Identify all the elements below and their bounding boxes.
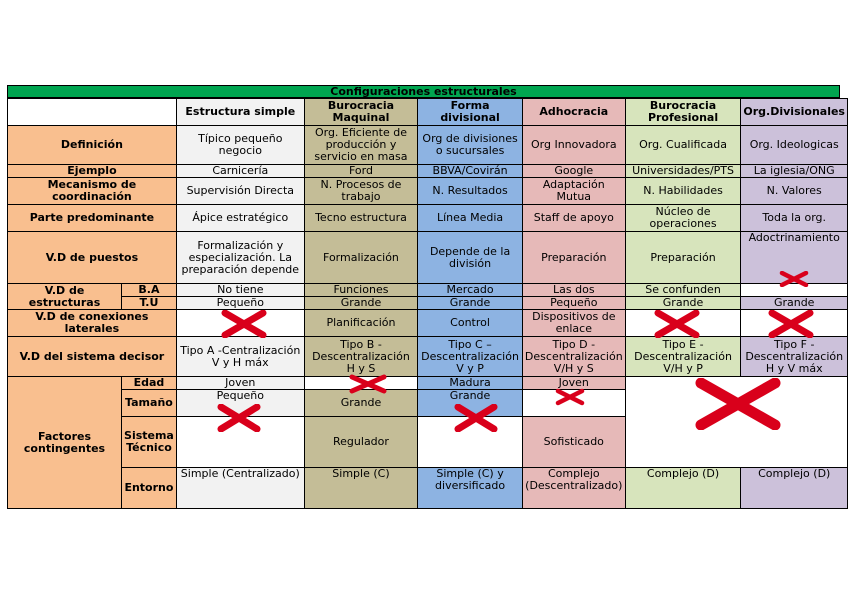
cell: Org. Cualificada <box>625 126 741 165</box>
cell: Adaptación Mutua <box>522 178 625 205</box>
cell: Tipo E - Descentralización V/H y P <box>625 337 741 377</box>
cell: Grande <box>418 297 523 310</box>
row-label-vd-conexiones: V.D de conexiones laterales <box>8 310 177 337</box>
cell: Staff de apoyo <box>522 205 625 232</box>
cell: Toda la org. <box>741 205 848 232</box>
header-adhocracia: Adhocracia <box>522 99 625 126</box>
cell: Se confunden <box>625 284 741 297</box>
cell: N. Procesos de trabajo <box>304 178 417 205</box>
cell: Org Innovadora <box>522 126 625 165</box>
cell <box>304 377 417 390</box>
cell: Org. Eficiente de producción y servicio en masa <box>304 126 417 165</box>
cell: BBVA/Covirán <box>418 165 523 178</box>
cell: Depende de la división <box>418 232 523 284</box>
merged-empty-cell <box>625 377 847 468</box>
sub-label-tamano: Tamaño <box>122 390 177 417</box>
row-label-ejemplo: Ejemplo <box>8 165 177 178</box>
cell: Carnicería <box>176 165 304 178</box>
cell: Simple (C) y diversificado <box>418 468 523 509</box>
cell: No tiene <box>176 284 304 297</box>
cell: Grande <box>304 297 417 310</box>
cell: Tecno estructura <box>304 205 417 232</box>
cell: Planificación <box>304 310 417 337</box>
header-forma-divisional: Forma divisional <box>418 99 523 126</box>
cell: Simple (C) <box>304 468 417 509</box>
row-vd-puestos <box>8 232 848 284</box>
header-org-divisionales: Org.Divisionales <box>741 99 848 126</box>
row-parte-predominante <box>8 205 848 232</box>
cell: Org. Ideologicas <box>741 126 848 165</box>
row-label-definicion: Definición <box>8 126 177 165</box>
cell: Complejo (Descentralizado) <box>522 468 625 509</box>
cell: Regulador <box>304 417 417 468</box>
row-vd-conexiones <box>8 310 848 337</box>
cell: Grande <box>304 390 417 417</box>
header-burocracia-maquinal: Burocracia Maquinal <box>304 99 417 126</box>
cell: Funciones <box>304 284 417 297</box>
cell: Grande <box>741 297 848 310</box>
row-mecanismo <box>8 178 848 205</box>
row-edad <box>8 377 848 390</box>
row-label-vd-estructuras: V.D de estructuras <box>8 284 122 310</box>
cell <box>418 417 523 468</box>
cell: Formalización y especialización. La preparación depende <box>176 232 304 284</box>
cell: Control <box>418 310 523 337</box>
structural-configurations-table <box>7 98 848 509</box>
cell: N. Habilidades <box>625 178 741 205</box>
cell: Pequeño <box>176 390 304 417</box>
cell <box>176 310 304 337</box>
row-label-parte: Parte predominante <box>8 205 177 232</box>
row-entorno <box>8 468 848 509</box>
cell <box>625 310 741 337</box>
cell: Pequeño <box>176 297 304 310</box>
cell: Núcleo de operaciones <box>625 205 741 232</box>
cell: Mercado <box>418 284 523 297</box>
row-vd-estructuras-ba <box>8 284 848 297</box>
sub-label-entorno: Entorno <box>122 468 177 509</box>
cell: Línea Media <box>418 205 523 232</box>
cell: Madura <box>418 377 523 390</box>
cell: Formalización <box>304 232 417 284</box>
cell <box>176 417 304 468</box>
row-ejemplo <box>8 165 848 178</box>
cell: Grande <box>418 390 523 417</box>
cell: Adoctrinamiento <box>741 232 848 284</box>
row-label-vd-decisor: V.D del sistema decisor <box>8 337 177 377</box>
header-estructura-simple: Estructura simple <box>176 99 304 126</box>
cell: Universidades/PTS <box>625 165 741 178</box>
header-burocracia-profesional: Burocracia Profesional <box>625 99 741 126</box>
sub-label-sistema: Sistema Técnico <box>122 417 177 468</box>
cell: Tipo C – Descentralización V y P <box>418 337 523 377</box>
cell: Supervisión Directa <box>176 178 304 205</box>
sub-label-ba: B.A <box>122 284 177 297</box>
cell: Grande <box>625 297 741 310</box>
cell: Google <box>522 165 625 178</box>
cell: Preparación <box>522 232 625 284</box>
cell: Org de divisiones o sucursales <box>418 126 523 165</box>
cell: Complejo (D) <box>625 468 741 509</box>
cell: Tipo F - Descentralización H y V máx <box>741 337 848 377</box>
cell: Típico pequeño negocio <box>176 126 304 165</box>
cell: Preparación <box>625 232 741 284</box>
cell: Tipo B - Descentralización H y S <box>304 337 417 377</box>
cell: N. Resultados <box>418 178 523 205</box>
row-vd-decisor <box>8 337 848 377</box>
cell: Tipo A -Centralización V y H máx <box>176 337 304 377</box>
row-vd-estructuras-tu <box>8 297 848 310</box>
sub-label-edad: Edad <box>122 377 177 390</box>
table-title: Configuraciones estructurales <box>7 85 840 98</box>
cell: N. Valores <box>741 178 848 205</box>
cell: Simple (Centralizado) <box>176 468 304 509</box>
row-label-vd-puestos: V.D de puestos <box>8 232 177 284</box>
header-row <box>8 99 848 126</box>
cell: Ford <box>304 165 417 178</box>
sub-label-tu: T.U <box>122 297 177 310</box>
cell: Pequeño <box>522 297 625 310</box>
cell: Las dos <box>522 284 625 297</box>
cell: Tipo D - Descentralización V/H y S <box>522 337 625 377</box>
cell: Ápice estratégico <box>176 205 304 232</box>
cell: Joven <box>522 377 625 390</box>
row-definicion <box>8 126 848 165</box>
corner-cell <box>8 99 177 126</box>
cell: La iglesia/ONG <box>741 165 848 178</box>
cell: Complejo (D) <box>741 468 848 509</box>
row-label-factores: Factores contingentes <box>8 377 122 509</box>
cell <box>741 284 848 297</box>
cell <box>522 390 625 417</box>
cell: Sofisticado <box>522 417 625 468</box>
cell: Joven <box>176 377 304 390</box>
cell: Dispositivos de enlace <box>522 310 625 337</box>
cell <box>741 310 848 337</box>
row-label-mecanismo: Mecanismo de coordinación <box>8 178 177 205</box>
